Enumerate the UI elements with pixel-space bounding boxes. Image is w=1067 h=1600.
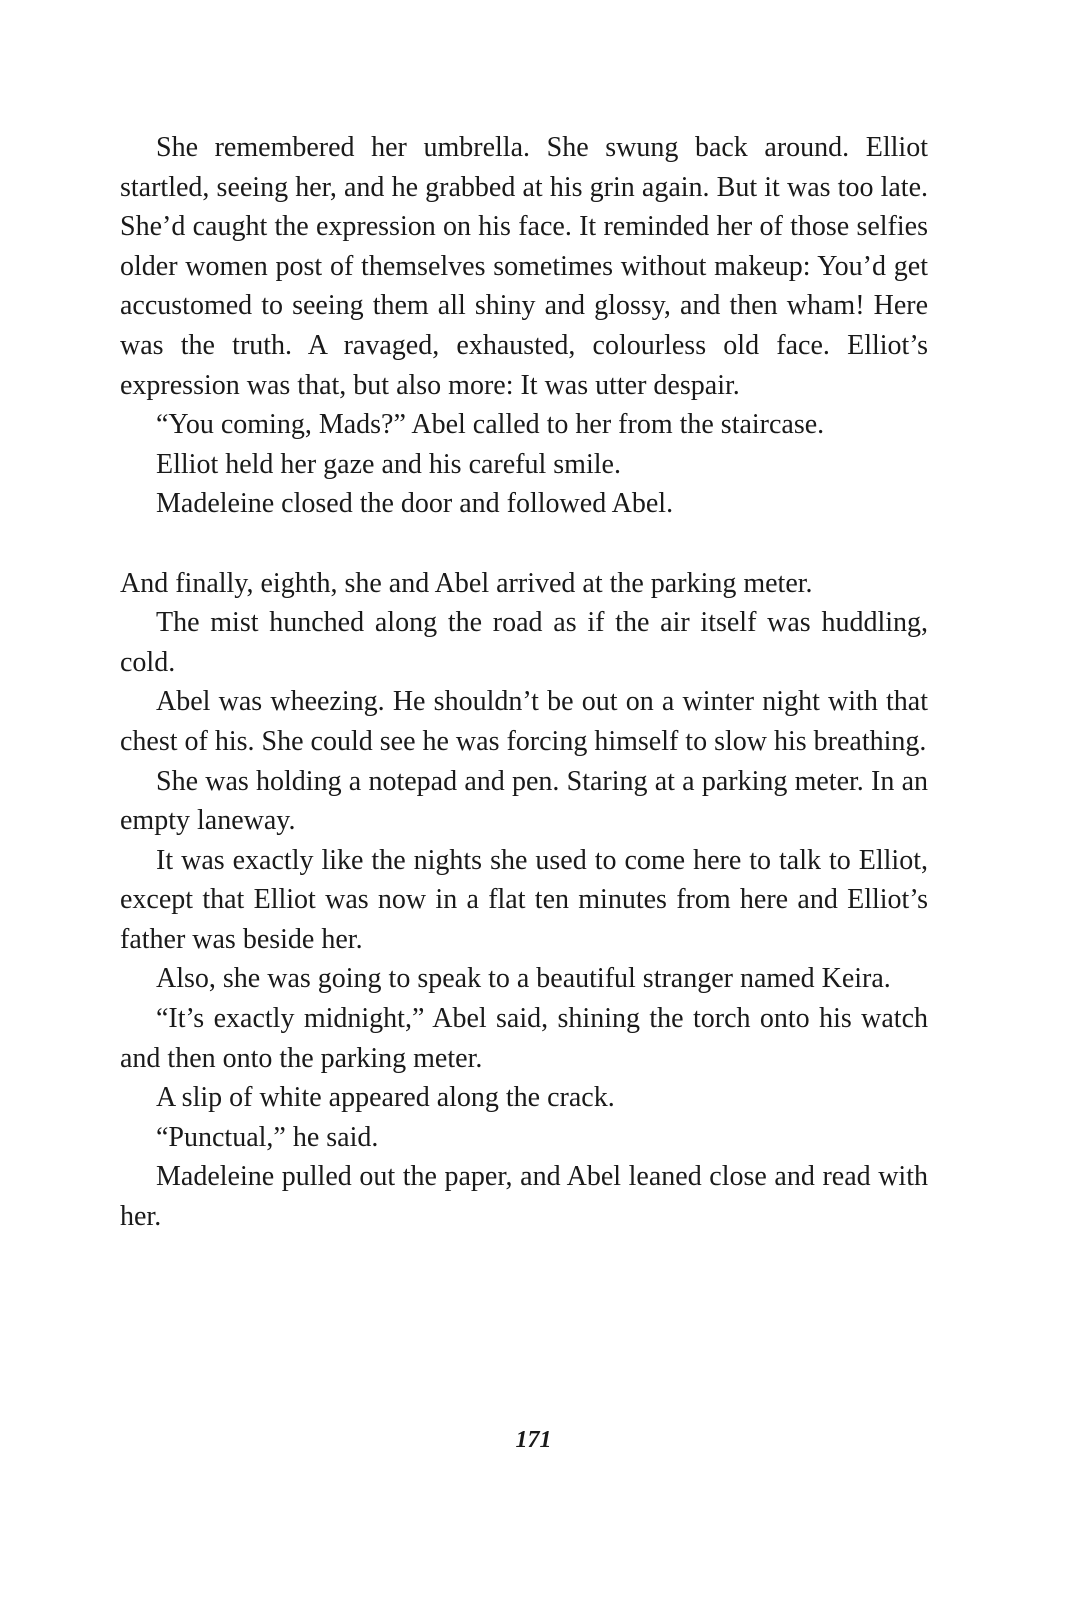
body-text	[120, 128, 928, 1237]
paragraph: A slip of white appeared along the crack.	[156, 1082, 615, 1114]
paragraph: Madeleine closed the door and followed Abel.	[156, 488, 674, 520]
paragraph: It was exactly like the nights she used to come here to talk to Elliot, except that Elliot was now in a flat ten minutes from here and Elliot’s father was beside her.	[120, 844, 928, 955]
paragraph: She was holding a notepad and pen. Staring at a parking meter. In an empty laneway.	[120, 765, 928, 837]
paragraph: The mist hunched along the road as if the air itself was huddling, cold.	[120, 607, 928, 678]
paragraph: Elliot held her gaze and his careful smile.	[156, 448, 621, 480]
paragraph: She remembered her umbrella. She swung back around. Elliot startled, seeing her, and he grabbed at his grin again. But it was too late. She’d caught the expression on his face. It reminded her of those selfies older women post of themselves sometimes without makeup: You’d get accustomed to seeing them all shiny and glossy, and then wham! Here was the truth. A ravaged, exhausted, colourless old face. Elliot’s expression was that, but also more: It was utter despair.	[120, 132, 928, 401]
paragraph: “It’s exactly midnight,” Abel said, shining the torch onto his watch and then onto the parking meter.	[120, 1003, 928, 1074]
paragraph: Abel was wheezing. He shouldn’t be out on a winter night with that chest of his. She could see he was forcing himself to slow his breathing.	[120, 686, 928, 757]
paragraph: Also, she was going to speak to a beautiful stranger named Keira.	[156, 963, 891, 995]
section-break	[120, 524, 928, 564]
paragraph: “You coming, Mads?” Abel called to her from the staircase.	[156, 409, 825, 441]
paragraph: “Punctual,” he said.	[156, 1121, 379, 1153]
paragraph: Madeleine pulled out the paper, and Abel leaned close and read with her.	[120, 1161, 928, 1233]
paragraph: And finally, eighth, she and Abel arrived at the parking meter.	[120, 567, 813, 599]
page-number: 171	[515, 1427, 552, 1453]
